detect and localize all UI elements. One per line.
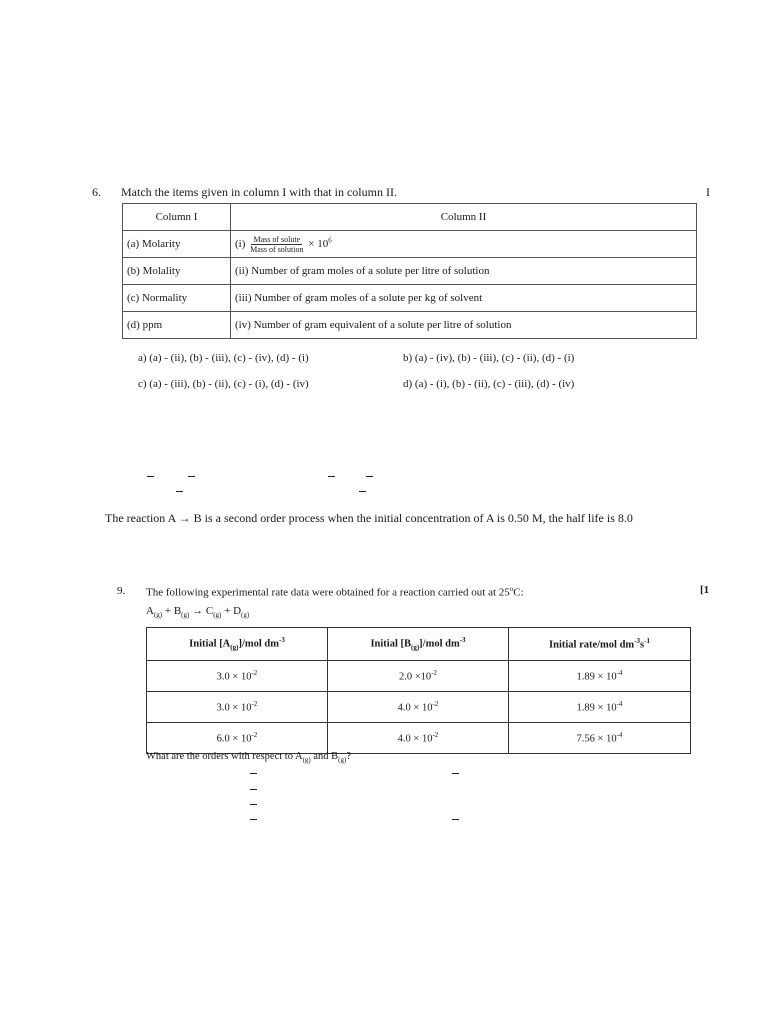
question-9-text [146,585,524,599]
rate-cell [509,661,691,692]
header-rate [509,628,691,661]
state-b: (g) [181,611,190,620]
state-c: (g) [213,611,222,620]
header-conc-a [147,628,328,661]
reaction-equation [146,605,249,619]
ask-mid: and B [310,751,339,762]
value: 1.89 × 10 [576,702,617,714]
table-row [147,661,691,692]
dash-mark [452,773,459,774]
question-9-ask [146,751,351,764]
rate-cell [509,723,691,754]
value: 1.89 × 10 [576,671,617,683]
question-6-number: 6. [92,185,101,199]
dash-mark [188,476,195,477]
conc-a-cell [147,692,328,723]
question-6-text: Match the items given in column I with that in column II. [121,185,397,199]
exponent: -2 [432,700,439,709]
ask-end: ? [346,751,352,762]
matching-table [122,203,697,339]
question-8-text: The reaction A → B is a second order process when the initial concentration of A is 0.50 M, the half life is 8.0 [105,511,633,525]
conc-b-cell [328,723,509,754]
column-1-item-a: (a) Molarity [123,231,231,258]
header-conc-b [328,628,509,661]
h1-text: Initial [A [189,638,231,650]
dash-mark [250,773,257,774]
exponent: -4 [616,700,623,709]
fraction-numerator: Mass of solute [253,234,301,244]
dash-mark [359,491,366,492]
h3-s: s [640,639,645,651]
table-row [147,723,691,754]
value: 4.0 × 10 [397,702,433,714]
option-d: d) (a) - (i), (b) - (ii), (c) - (iii), (d) - (iv) [403,378,575,390]
exponent: -2 [251,700,258,709]
h1-sup: -3 [279,636,285,645]
column-2-item-ii: (ii) Number of gram moles of a solute per litre of solution [231,258,697,285]
ppm-fraction [250,235,303,254]
conc-b-cell [328,692,509,723]
dash-mark [328,476,335,477]
conc-b-cell [328,661,509,692]
dash-mark [452,819,459,820]
species-a: A [146,605,154,617]
ask-a-sub: (g) [302,756,311,765]
option-b: b) (a) - (iv), (b) - (iii), (c) - (ii), (d) - (i) [403,352,575,364]
h3-text: Initial rate/mol dm [549,639,635,651]
q9-text-before: The following experimental rate data were obtained for a reaction carried out at 25 [146,586,510,599]
value: 2.0 ×10 [398,671,432,683]
ask-pre: What are the orders with respect to A [146,751,303,762]
item-i-exponent: 6 [328,235,332,244]
q9-text-after: C: [513,586,524,599]
question-9-mark: [1 [700,584,710,596]
value: 3.0 × 10 [216,671,252,683]
value: 3.0 × 10 [216,702,252,714]
value: 4.0 × 10 [397,733,433,745]
option-a: a) (a) - (ii), (b) - (iii), (c) - (iv), (d) - (i) [138,352,309,364]
exponent: -2 [431,669,437,678]
dash-mark [250,804,257,805]
h3-sup2: -1 [644,637,650,646]
item-i-multiplier: × 10 [308,237,329,250]
column-1-header: Column I [123,204,231,231]
state-a: (g) [153,611,163,620]
species-d: + D [221,605,242,617]
h2-sub: (g) [411,643,420,652]
exponent: -4 [616,731,623,740]
column-1-item-c: (c) Normality [123,285,231,312]
conc-a-cell [147,723,328,754]
species-c: → C [189,605,214,617]
column-2-item-i [231,231,697,258]
h3-sup1: -3 [634,637,641,646]
dash-mark [250,789,257,790]
rate-cell [509,692,691,723]
h2-tail: ]/mol dm [419,638,460,650]
value: 6.0 × 10 [216,733,252,745]
dash-mark [147,476,154,477]
dash-mark [176,491,183,492]
exponent: -4 [616,669,623,678]
exponent: -2 [251,731,258,740]
item-i-prefix: (i) [235,237,246,250]
column-2-header: Column II [231,204,697,231]
value: 7.56 × 10 [576,733,617,745]
exponent: -2 [432,731,439,740]
column-2-item-iii: (iii) Number of gram moles of a solute per kg of solvent [231,285,697,312]
h2-text: Initial [B [370,638,411,650]
exponent: -2 [251,669,258,678]
column-2-item-iv: (iv) Number of gram equivalent of a solute per litre of solution [231,312,697,339]
column-1-item-b: (b) Molality [123,258,231,285]
h1-tail: ]/mol dm [238,638,279,650]
question-6-mark: I [706,185,710,199]
species-b: + B [162,605,182,617]
dash-mark [366,476,373,477]
fraction-denominator: Mass of solution [250,244,304,254]
state-d: (g) [241,611,250,620]
h1-sub: (g) [230,643,239,652]
conc-a-cell [147,661,328,692]
dash-mark [250,819,257,820]
rate-data-table [146,627,691,754]
ask-b-sub: (g) [338,756,347,765]
degree-symbol: o [509,585,514,593]
table-row [147,692,691,723]
question-9-number: 9. [117,585,126,597]
option-c: c) (a) - (iii), (b) - (ii), (c) - (i), (d) - (iv) [138,378,309,390]
h2-sup: -3 [459,636,466,645]
column-1-item-d: (d) ppm [123,312,231,339]
